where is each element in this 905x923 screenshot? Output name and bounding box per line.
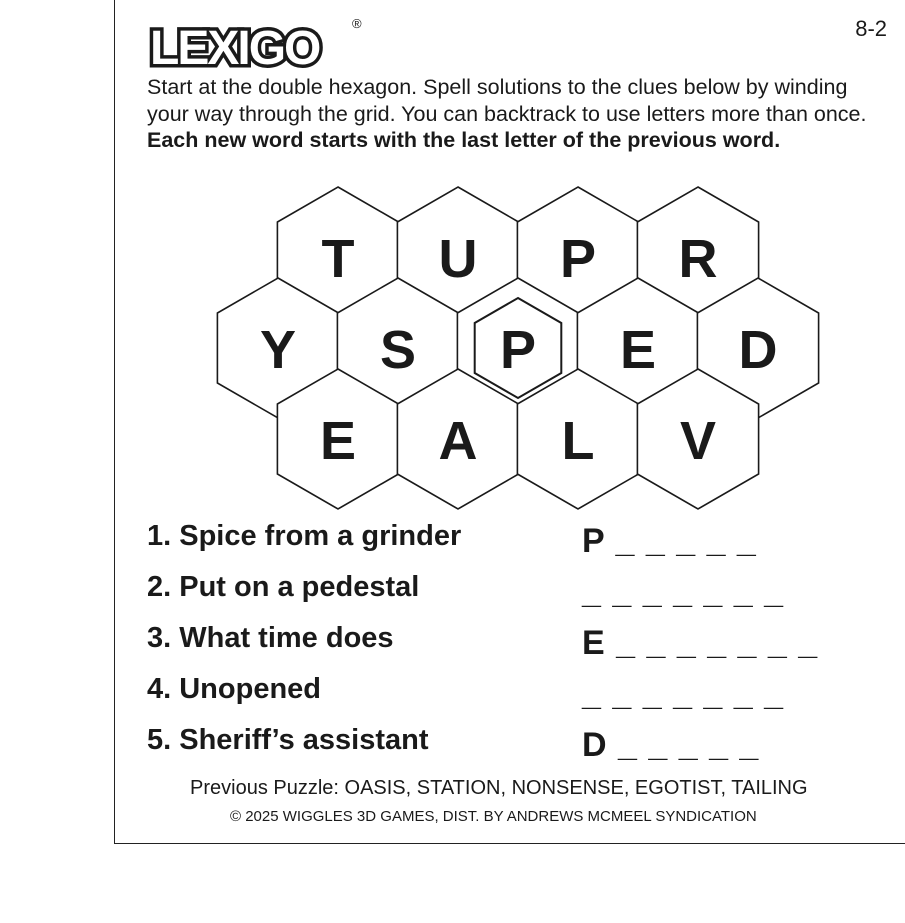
hex-letter: Y [259, 320, 297, 380]
copyright: © 2025 WIGGLES 3D GAMES, DIST. BY ANDREWS MCMEEL SYNDICATION [230, 808, 757, 825]
registered-mark: ® [352, 16, 362, 31]
answer-blanks[interactable]: _ _ _ _ _ _ _ [582, 573, 785, 611]
clue-text: 1. Spice from a grinder [147, 520, 462, 552]
instructions-bold: Each new word starts with the last letter of the previous word. [147, 128, 781, 152]
hex-letter: P [499, 320, 537, 380]
hex-letter: U [438, 229, 478, 289]
hex-letter: D [738, 320, 778, 380]
clue-3 [147, 622, 847, 666]
hex-letter: S [379, 320, 417, 380]
instructions-text: Start at the double hexagon. Spell solutions to the clues below by winding your way through the grid. You can backtrack to use letters more than once. [147, 75, 867, 126]
answer-blanks[interactable]: P _ _ _ _ _ [582, 522, 757, 560]
answer-blanks[interactable]: D _ _ _ _ _ [582, 726, 760, 764]
hex-letter: A [438, 411, 478, 471]
answer-blanks[interactable]: _ _ _ _ _ _ _ [582, 675, 785, 713]
clue-4 [147, 673, 847, 717]
hex-letter: V [679, 411, 717, 471]
hex-letter: E [319, 411, 357, 471]
clue-2 [147, 571, 847, 615]
hex-letter: T [321, 229, 355, 289]
hex-letter: E [619, 320, 657, 380]
hex-letter: P [559, 229, 597, 289]
logo-text: LEXIGO [150, 22, 320, 72]
answer-blanks[interactable]: E _ _ _ _ _ _ _ [582, 624, 819, 662]
puzzle-id: 8-2 [855, 16, 887, 41]
clue-text: 3. What time does [147, 622, 394, 654]
hex-letter: L [561, 411, 595, 471]
clue-text: 5. Sheriff’s assistant [147, 724, 429, 756]
hex-letter: R [678, 229, 718, 289]
clue-1 [147, 520, 847, 564]
previous-puzzle-answers: Previous Puzzle: OASIS, STATION, NONSENSE, EGOTIST, TAILING [190, 777, 808, 799]
clue-text: 4. Unopened [147, 673, 322, 705]
clue-text: 2. Put on a pedestal [147, 571, 420, 603]
clue-5 [147, 724, 847, 768]
